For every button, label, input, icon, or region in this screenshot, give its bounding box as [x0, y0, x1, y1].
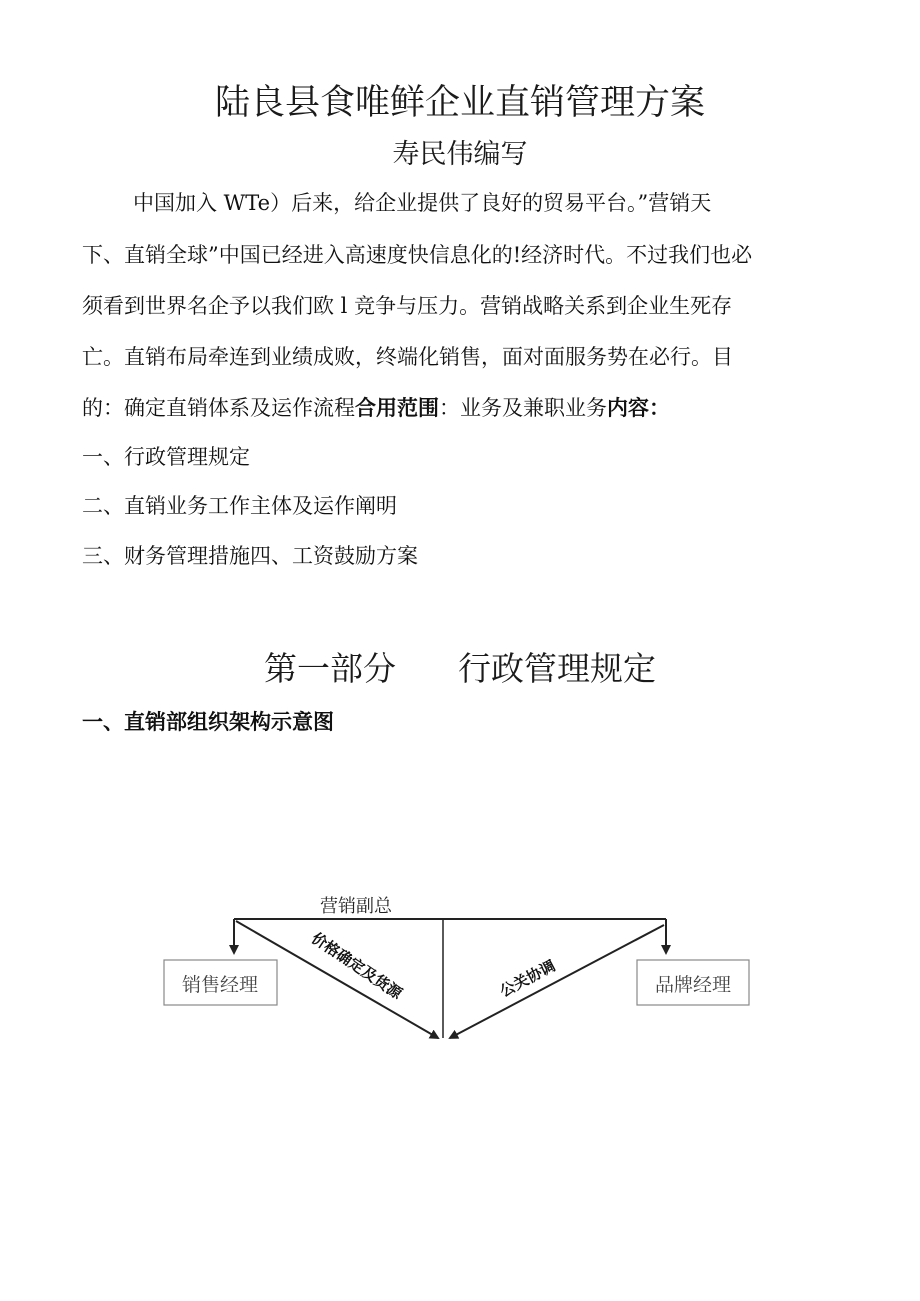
org-chart-subheading: 一、直销部组织架构示意图	[82, 710, 334, 734]
author-line: 寿民伟编写	[392, 139, 528, 170]
intro-line-4: 亡。直销布局牵连到业绩成败，终端化销售，面对面服务势在必行。目	[82, 345, 733, 369]
intro-line-2: 下、直销全球”中国已经进入高速度快信息化的!经济时代。不过我们也必	[82, 243, 753, 267]
brand-manager-label: 品牌经理	[654, 974, 732, 996]
section-part: 第一部分	[264, 649, 396, 688]
document-title: 陆良县食唯鲜企业直销管理方案	[214, 83, 705, 123]
outline-item-3: 三、财务管理措施四、工资鼓励方案	[82, 544, 418, 568]
section-name: 行政管理规定	[458, 649, 656, 688]
purpose-text: 的：确定直销体系及运作流程	[82, 396, 355, 420]
content-label: 内容	[607, 395, 649, 420]
scope-label: 合用范围	[355, 395, 439, 420]
intro-line-3: 须看到世界名企予以我们欧 l 竞争与压力。营销战略关系到企业生死存	[82, 294, 733, 318]
scope-text: ：业务及兼职业务	[439, 396, 607, 420]
content-colon: ：	[649, 395, 670, 420]
intro-line-1: 中国加入 WTe）后来，给企业提供了良好的贸易平台。”营销天	[133, 191, 712, 215]
right-arrow-label: 公关协调	[496, 956, 559, 1001]
right-diagonal-arrow	[450, 925, 664, 1038]
sales-manager-label: 销售经理	[181, 974, 259, 996]
left-arrow-label: 价格确定及货源	[308, 929, 406, 1003]
outline-item-2: 二、直销业务工作主体及运作阐明	[82, 494, 397, 518]
top-label: 营销副总	[320, 896, 392, 917]
outline-item-1: 一、行政管理规定	[82, 445, 250, 469]
